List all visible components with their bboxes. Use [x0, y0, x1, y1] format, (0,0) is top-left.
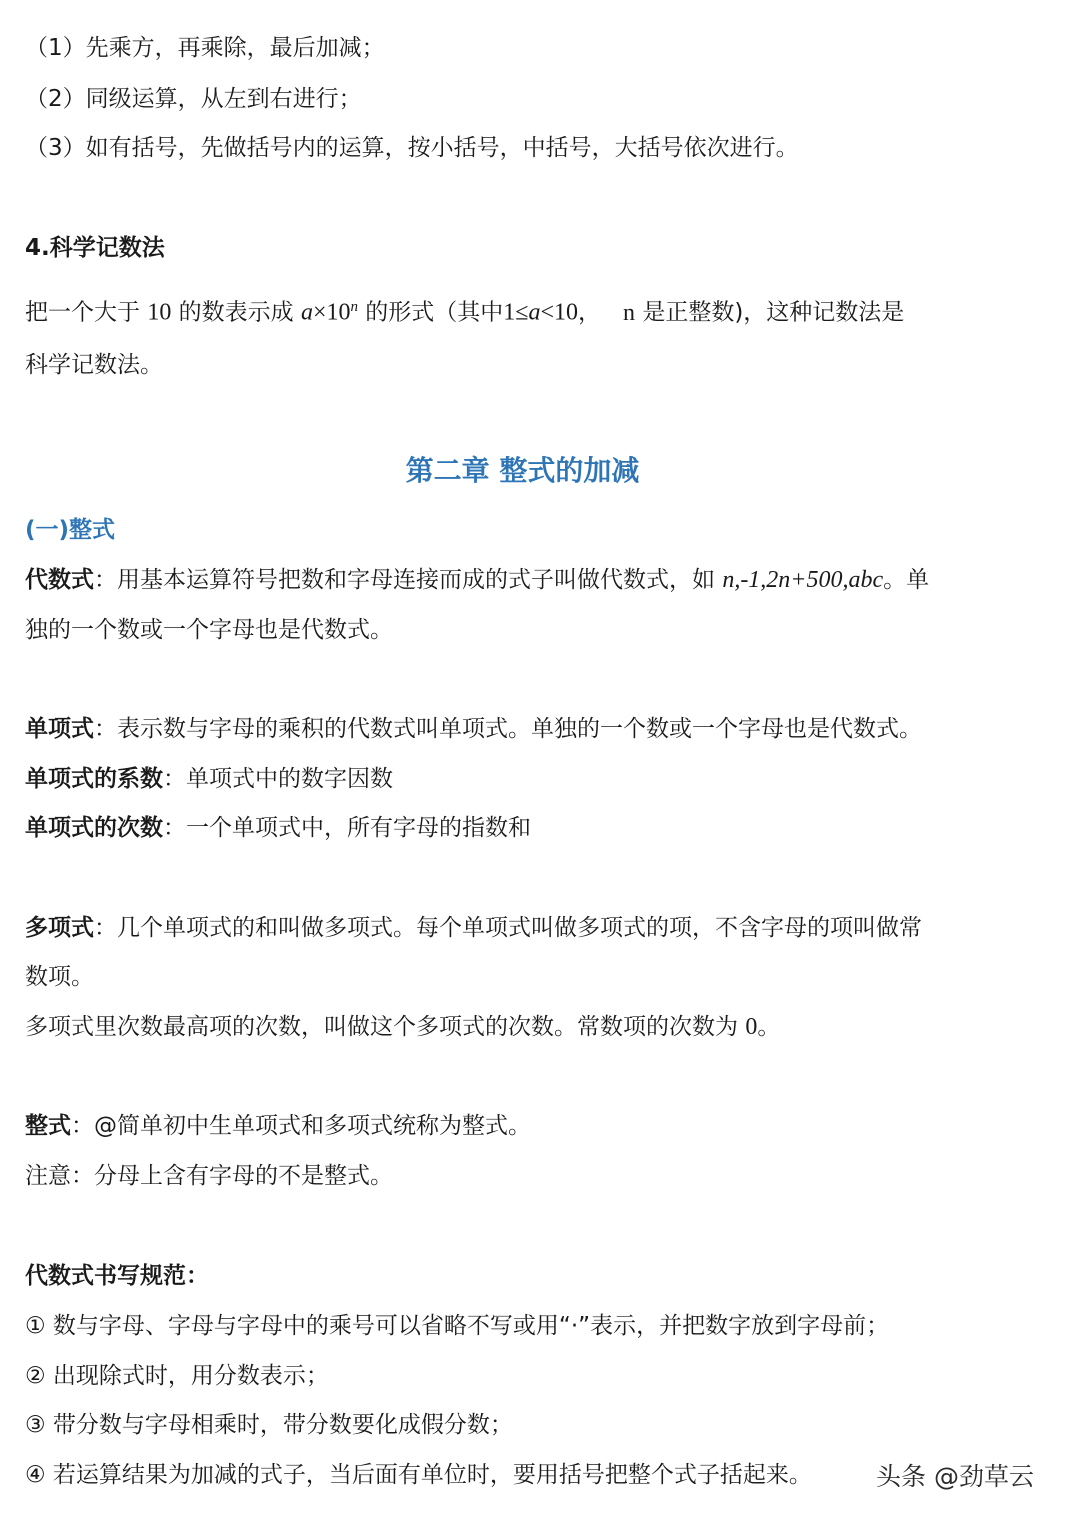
monomial-degree [25, 813, 531, 843]
monomial-term: 单项式 [25, 716, 94, 742]
monomial-degree-term: 单项式的次数 [25, 815, 163, 841]
monomial-coef [25, 764, 393, 794]
polynomial-text: ：几个单项式的和叫做多项式。每个单项式叫做多项式的项，不含字母的项叫做常 [94, 915, 922, 941]
sci-n: n [623, 299, 636, 326]
integral-text: ：@简单初中生单项式和多项式统称为整式。 [71, 1113, 531, 1139]
sci-text-a: 把一个大于 [25, 299, 148, 326]
sci-text-e: 是正整数)，这种记数法是 [635, 299, 905, 326]
sci-text-b: 的数表示成 [171, 299, 301, 326]
monomial-def [25, 714, 922, 744]
math-le: ≤ [515, 299, 529, 326]
monomial-degree-text: ：一个单项式中，所有字母的指数和 [163, 815, 531, 841]
integral-def [25, 1111, 531, 1141]
circled-two: ② [25, 1363, 46, 1389]
watermark: 头条 @劲草云 [876, 1462, 1034, 1491]
algebra-line2: 独的一个数或一个字母也是代数式。 [25, 617, 393, 643]
algebra-example: n,-1,2n+500,abc [722, 567, 884, 593]
math-a: a [300, 299, 313, 326]
writing-item-2-text: 出现除式时，用分数表示； [45, 1363, 329, 1389]
polynomial-term: 多项式 [25, 915, 94, 941]
writing-item-4-text: 若运算结果为加减的式子，当后面有单位时，要用括号把整个式子括起来。 [45, 1462, 812, 1488]
circled-three: ③ [25, 1412, 46, 1438]
section-title: (一)整式 [25, 517, 116, 543]
algebra-text-tail: 。单 [883, 567, 930, 593]
polynomial-degree [25, 1012, 780, 1042]
sci-text-c: 的形式（其中 [357, 299, 504, 326]
math-ten: 10 [326, 299, 351, 326]
algebra-text: 用基本运算符号把数和字母连接而成的式子叫做代数式，如 [117, 567, 723, 593]
math-times: × [312, 299, 327, 326]
sci-paragraph-line2: 科学记数法。 [25, 352, 163, 378]
math-a-2: a [528, 299, 541, 326]
integral-note: 注意：分母上含有字母的不是整式。 [25, 1163, 393, 1189]
sci-heading: 4.科学记数法 [25, 235, 165, 261]
sci-number-10: 10 [147, 299, 172, 326]
writing-item-3-text: 带分数与字母相乘时，带分数要化成假分数； [45, 1412, 513, 1438]
writing-item-2 [25, 1361, 329, 1391]
sci-paragraph-line1 [25, 292, 904, 328]
polynomial-line2: 数项。 [25, 964, 94, 990]
monomial-coef-term: 单项式的系数 [25, 766, 163, 792]
math-ten-2: 10 [554, 299, 579, 326]
math-one: 1 [503, 299, 516, 326]
rule-item-2: （2）同级运算，从左到右进行； [25, 86, 362, 112]
circled-four: ④ [25, 1462, 46, 1488]
circled-one: ① [25, 1313, 46, 1339]
writing-item-1 [25, 1311, 889, 1341]
writing-item-3 [25, 1410, 513, 1440]
math-exponent-n: n [350, 299, 358, 315]
polynomial-zero: 0 [745, 1014, 758, 1040]
writing-heading: 代数式书写规范： [25, 1263, 209, 1289]
monomial-coef-text: ：单项式中的数字因数 [163, 766, 393, 792]
polynomial-degree-end: 。 [757, 1014, 781, 1040]
sci-text-d: ， [578, 299, 602, 326]
polynomial-degree-text: 多项式里次数最高项的次数，叫做这个多项式的次数。常数项的次数为 [25, 1014, 746, 1040]
writing-item-4 [25, 1460, 812, 1490]
algebra-colon: ： [94, 567, 117, 593]
rule-item-1: （1）先乘方，再乘除，最后加减； [25, 35, 385, 61]
rule-item-3: （3）如有括号，先做括号内的运算，按小括号，中括号，大括号依次进行。 [25, 135, 799, 161]
monomial-text: ：表示数与字母的乘积的代数式叫单项式。单独的一个数或一个字母也是代数式。 [94, 716, 922, 742]
algebra-term: 代数式 [25, 567, 94, 593]
algebra-line1 [25, 565, 929, 595]
polynomial-def [25, 913, 922, 943]
integral-term: 整式 [25, 1113, 71, 1139]
math-lt: < [540, 299, 555, 326]
writing-item-1-text: 数与字母、字母与字母中的乘号可以省略不写或用“·”表示，并把数字放到字母前； [45, 1313, 890, 1339]
chapter-title: 第二章 整式的加减 [405, 454, 640, 487]
